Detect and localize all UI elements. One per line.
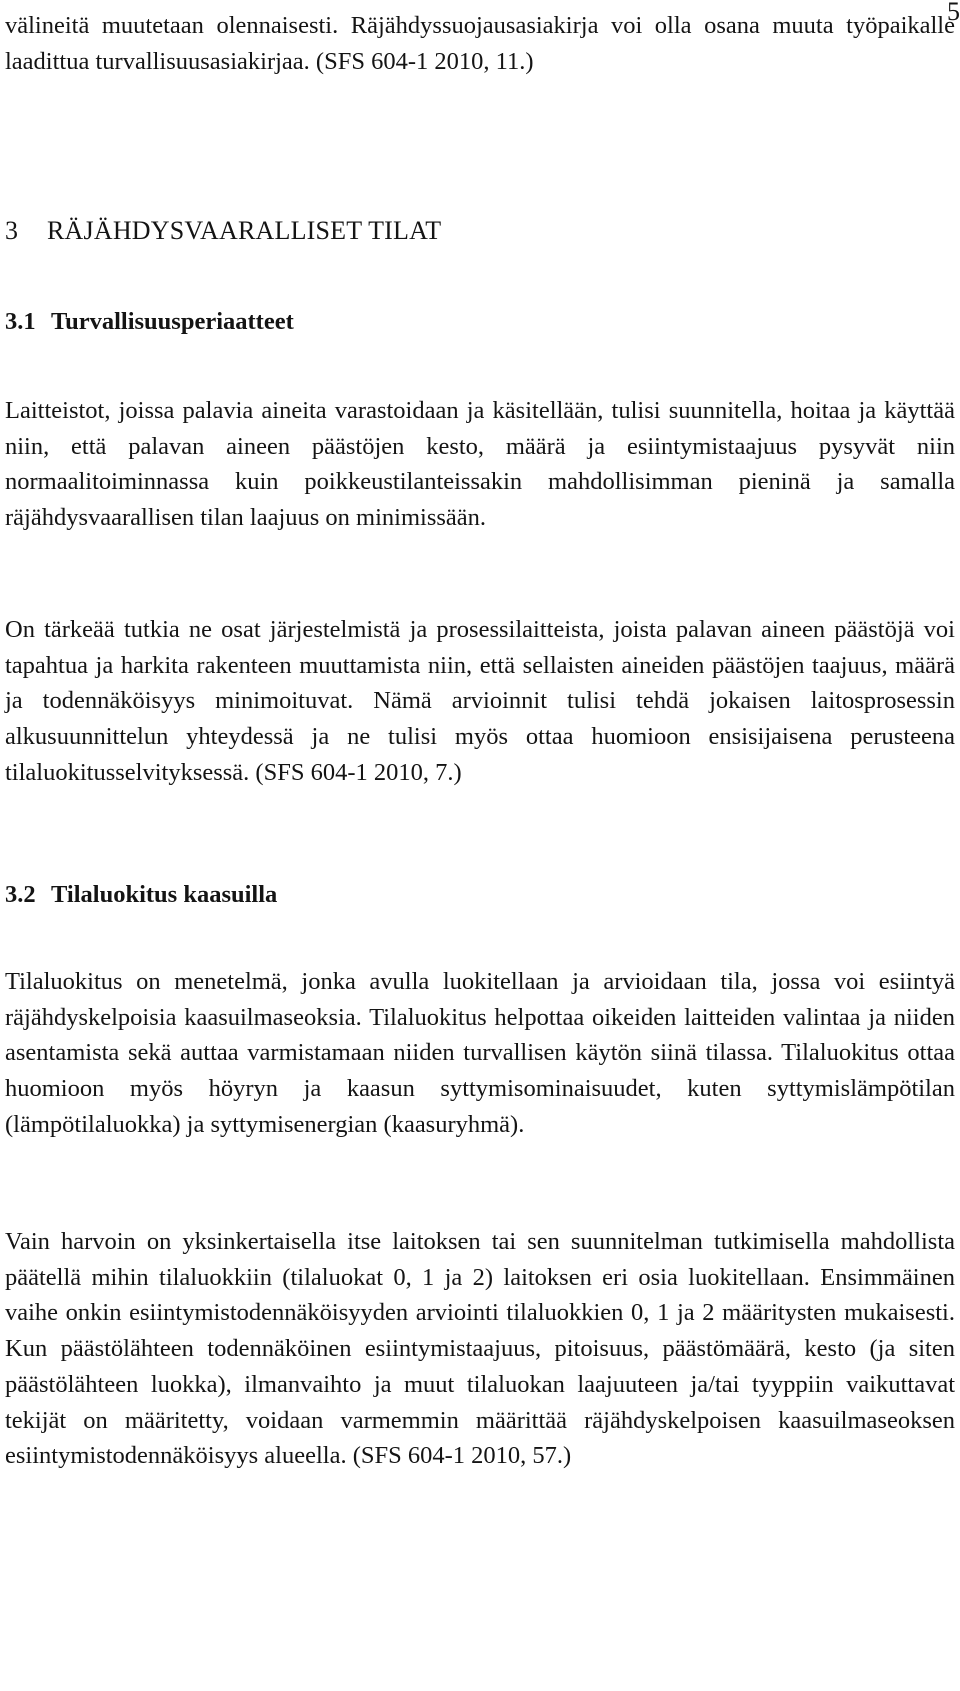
section-title: Tilaluokitus kaasuilla	[51, 881, 278, 908]
chapter-title: RÄJÄHDYSVAARALLISET TILAT	[47, 216, 442, 245]
section-number: 3.2	[5, 881, 36, 908]
paragraph-area-classification: Tilaluokitus on menetelmä, jonka avulla luokitellaan ja arvioidaan tila, jossa voi esiintyä räjähdyskelpoisia kaasuilmaseoksia. Tilaluokitus helpottaa oikeiden laitteiden valintaa ja niiden asentamista sekä auttaa varmistamaan niiden turvallisen käytön siinä tilassa. Tilaluokitus ottaa huomioon myös höyryn ja kaasun syttymisominaisuudet, kuten syttymislämpötilan (lämpötilaluokka) ja syttymisenergian (kaasuryhmä).	[5, 968, 955, 1138]
chapter-heading	[5, 214, 441, 248]
paragraph-release-sources: On tärkeää tutkia ne osat järjestelmistä ja prosessilaitteista, joista palavan aineen päästöjä voi tapahtua ja harkita rakenteen muuttamista niin, että sellaisten aineiden päästöjen taajuus, määrä ja todennäköisyys minimoituvat. Nämä arvioinnit tulisi tehdä jokaisen laitosprosessin alkusuunnittelun yhteydessä ja ne tulisi myös ottaa huomioon ensisijaisena perusteena tilaluokitusselvityksessä. (SFS 604-1 2010, 7.)	[5, 616, 955, 786]
section-heading-3-1	[5, 305, 294, 339]
section-heading-3-2	[5, 878, 277, 912]
chapter-number: 3	[5, 216, 19, 245]
paragraph-classification-steps: Vain harvoin on yksinkertaisella itse laitoksen tai sen suunnitelman tutkimisella mahdollista päätellä mihin tilaluokkiin (tilaluokat 0, 1 ja 2) laitoksen eri osia luokitellaan. Ensimmäinen vaihe onkin esiintymistodennäköisyyden arviointi tilaluokkien 0, 1 ja 2 määritysten mukaisesti. Kun päästölähteen todennäköinen esiintymistaajuus, pitoisuus, päästömäärä, kesto (ja siten päästölähteen luokka), ilmanvaihto ja muut tilaluokan laajuuteen ja/tai tyyppiin vaikuttavat tekijät on määritetty, voidaan varmemmin määrittää räjähdyskelpoisen kaasuilmaseoksen esiintymistodennäköisyys alueella. (SFS 604-1 2010, 57.)	[5, 1228, 955, 1470]
paragraph-safety-principles: Laitteistot, joissa palavia aineita varastoidaan ja käsitellään, tulisi suunnitella, hoitaa ja käyttää niin, että palavan aineen päästöjen kesto, määrä ja esiintymistaajuus pysyvät niin normaalitoiminnassa kuin poikkeustilanteissakin mahdollisimman pieninä ja samalla räjähdysvaarallisen tilan laajuus on minimissään.	[5, 397, 955, 532]
page-number: 5	[947, 0, 960, 26]
section-title: Turvallisuusperiaatteet	[51, 308, 294, 335]
paragraph-intro: välineitä muutetaan olennaisesti. Räjähdyssuojausasiakirja voi olla osana muuta työpaikalle laadittua turvallisuusasiakirjaa. (SFS 604-1 2010, 11.)	[5, 12, 955, 75]
section-number: 3.1	[5, 308, 36, 335]
